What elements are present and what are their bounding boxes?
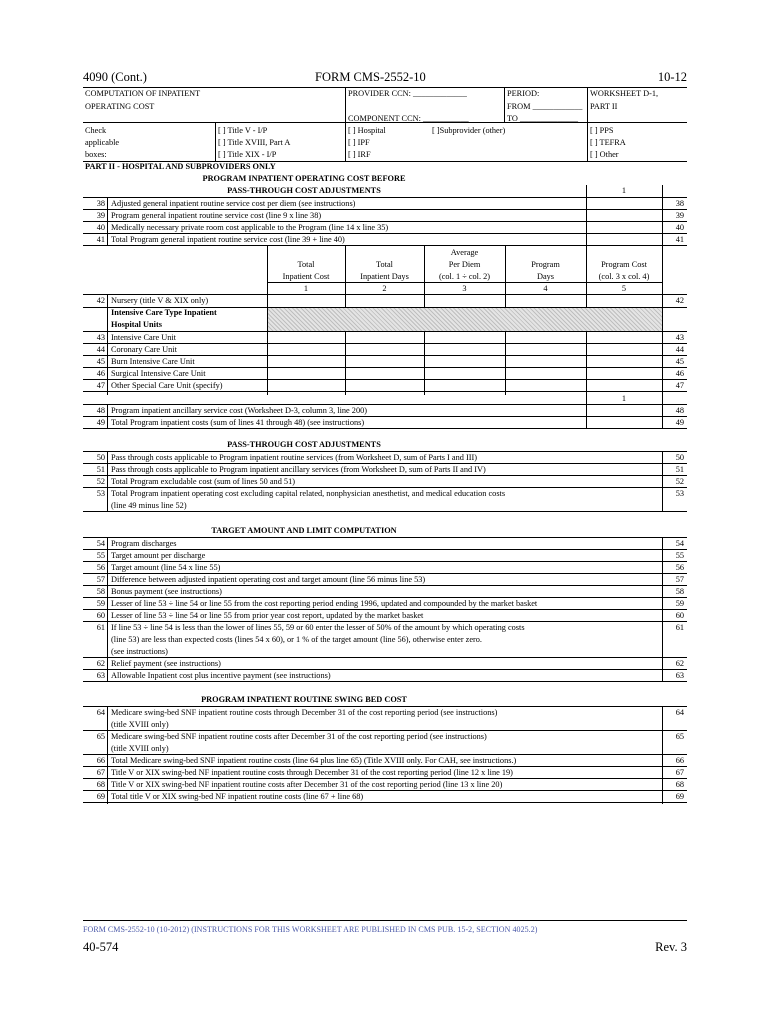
line-number-right: 64	[675, 708, 684, 717]
line-number: 40	[96, 223, 105, 232]
line-number-right: 58	[675, 587, 684, 596]
line-number: 51	[96, 465, 105, 474]
line-description: Coronary Care Unit	[111, 345, 177, 354]
line-number: 48	[96, 406, 105, 415]
other-checkbox[interactable]: [ ] Other	[590, 150, 619, 159]
line-number: 56	[96, 563, 105, 572]
divider	[83, 802, 687, 803]
line-number-right: 65	[675, 732, 684, 741]
line-number: 49	[96, 418, 105, 427]
col2-number: 2	[382, 284, 387, 293]
divider	[345, 87, 346, 122]
line-number-right: 54	[675, 539, 684, 548]
divider	[83, 681, 687, 682]
pps-checkbox[interactable]: [ ] PPS	[590, 126, 614, 135]
line-number-right: 41	[675, 235, 684, 244]
line-description: Allowable Inpatient cost plus incentive payment (see instructions)	[111, 671, 331, 680]
divider	[107, 451, 108, 511]
line-number-right: 67	[675, 768, 684, 777]
col1-number: 1	[303, 284, 309, 293]
form-number: FORM CMS-2552-10	[315, 70, 426, 84]
line-number: 43	[96, 333, 105, 342]
line-number: 45	[96, 357, 105, 366]
line-number: 64	[96, 708, 105, 717]
line-number: 57	[96, 575, 105, 584]
worksheet-part: PART II	[590, 102, 618, 111]
line-number-right: 48	[675, 406, 684, 415]
line-number: 60	[96, 611, 105, 620]
title-v-checkbox[interactable]: [ ] Title V - I/P	[218, 126, 268, 135]
line-description: Bonus payment (see instructions)	[111, 587, 222, 596]
col4-header-2: Days	[536, 272, 555, 281]
col2-header: Total	[376, 260, 393, 269]
line-description: Program inpatient ancillary service cost (Worksheet D-3, column 3, line 200)	[111, 406, 367, 415]
section-title: PROGRAM INPATIENT OPERATING COST BEFORE	[202, 174, 406, 183]
line-description: Total title V or XIX swing-bed NF inpatient routine costs (line 67 + line 68)	[111, 792, 364, 801]
check-label-2: applicable	[85, 138, 120, 147]
line-description: Relief payment (see instructions)	[111, 659, 221, 668]
line-number: 68	[96, 780, 105, 789]
check-label-3: boxes:	[85, 150, 107, 159]
section-title: PROGRAM INPATIENT ROUTINE SWING BED COST	[201, 695, 407, 704]
hospital-checkbox[interactable]: [ ] Hospital	[348, 126, 386, 135]
line-description: Surgical Intensive Care Unit	[111, 369, 206, 378]
line-number: 50	[96, 453, 105, 462]
col3-header: Average	[450, 248, 479, 257]
line-number-right: 44	[675, 345, 684, 354]
section-title: TARGET AMOUNT AND LIMIT COMPUTATION	[211, 526, 397, 535]
column-number: 1	[621, 186, 627, 195]
divider	[83, 245, 687, 246]
line-number-right: 55	[675, 551, 684, 560]
line-description: Title V or XIX swing-bed NF inpatient routine costs through December 31 of the cost reporting period (line 12 x line 19)	[111, 768, 513, 777]
divider	[662, 294, 663, 395]
title-xix-checkbox[interactable]: [ ] Title XIX - I/P	[218, 150, 277, 159]
line-number-right: 49	[675, 418, 684, 427]
line-number-right: 68	[675, 780, 684, 789]
line-number: 59	[96, 599, 105, 608]
line-description: Total Medicare swing-bed SNF inpatient routine costs (line 64 plus line 65) (Title XVIII only. For CAH, see instructions.)	[111, 756, 517, 765]
column-number: 1	[621, 394, 627, 403]
icu-heading: Intensive Care Type Inpatient	[111, 308, 217, 317]
form-date: 10-12	[657, 70, 687, 84]
line-description: Pass through costs applicable to Program inpatient routine services (from Worksheet D, sum of Parts I and III)	[111, 453, 478, 462]
line-number: 66	[96, 756, 105, 765]
divider	[83, 391, 687, 392]
line-description: Target amount per discharge	[111, 551, 206, 560]
line-number: 63	[96, 671, 105, 680]
line-number-right: 42	[675, 296, 684, 305]
line-number-right: 38	[675, 199, 684, 208]
divider	[345, 122, 346, 161]
line-description: Lesser of line 53 ÷ line 54 or line 55 from the cost reporting period ending 1996, updated and compounded by the market basket	[111, 599, 538, 608]
line-number: 44	[96, 345, 105, 354]
line-number: 61	[96, 623, 105, 632]
line-number: 42	[96, 296, 105, 305]
line-description: Adjusted general inpatient routine service cost per diem (see instructions)	[111, 199, 356, 208]
line-number-right: 61	[675, 623, 684, 632]
line-description: Lesser of line 53 ÷ line 54 or line 55 from prior year cost report, updated by the market basket	[111, 611, 424, 620]
line-description: Intensive Care Unit	[111, 333, 176, 342]
line-number-right: 52	[675, 477, 684, 486]
col3-number: 3	[462, 284, 467, 293]
subprovider-checkbox[interactable]: [ ]Subprovider (other)	[432, 126, 506, 135]
component-ccn-field[interactable]: COMPONENT CCN: ___________	[348, 114, 469, 123]
line-number: 41	[96, 235, 105, 244]
line-number-right: 57	[675, 575, 684, 584]
col2-header-2: Inpatient Days	[360, 272, 409, 281]
divider	[83, 511, 687, 512]
icu-heading-2: Hospital Units	[111, 320, 162, 329]
col4-number: 4	[543, 284, 548, 293]
line-description: Target amount (line 54 x line 55)	[111, 563, 221, 572]
line-description: Medically necessary private room cost applicable to the Program (line 14 x line 35)	[111, 223, 389, 232]
title-xviii-checkbox[interactable]: [ ] Title XVIII, Part A	[218, 138, 291, 147]
col5-header-2: (col. 3 x col. 4)	[598, 272, 650, 281]
line-number: 52	[96, 477, 105, 486]
line-description-continued: (title XVIII only)	[111, 744, 169, 753]
line-number-right: 51	[675, 465, 684, 474]
divider	[83, 920, 687, 921]
line-description-continued: (line 49 minus line 52)	[111, 501, 187, 510]
col4-header: Program	[531, 260, 560, 269]
tefra-checkbox[interactable]: [ ] TEFRA	[590, 138, 626, 147]
line-number: 62	[96, 659, 105, 668]
worksheet-title: COMPUTATION OF INPATIENT	[85, 89, 201, 98]
line-description-continued: (see instructions)	[111, 647, 168, 656]
line-number-right: 47	[675, 381, 684, 390]
col3-header-3: (col. 1 ÷ col. 2)	[438, 272, 491, 281]
line-number: 69	[96, 792, 105, 801]
line-description: Title V or XIX swing-bed NF inpatient routine costs after December 31 of the cost reporting period (line 13 x line 20)	[111, 780, 503, 789]
line-description: Difference between adjusted inpatient operating cost and target amount (line 56 minus line 53)	[111, 575, 426, 584]
line-number: 67	[96, 768, 105, 777]
section-title-2: PASS-THROUGH COST ADJUSTMENTS	[227, 186, 381, 195]
line-number: 54	[96, 539, 105, 548]
line-description: Pass through costs applicable to Program inpatient ancillary services (from Worksheet D, sum of Parts II and IV)	[111, 465, 486, 474]
line-description: Other Special Care Unit (specify)	[111, 381, 223, 390]
check-label: Check	[85, 126, 107, 135]
worksheet-id: WORKSHEET D-1,	[590, 89, 659, 98]
line-description: Total Program inpatient operating cost excluding capital related, nonphysician anesthetist, and medical education costs	[111, 489, 506, 498]
line-description: Total Program inpatient costs (sum of lines 41 through 48) (see instructions)	[111, 418, 365, 427]
provider-ccn-field[interactable]: PROVIDER CCN: _____________	[348, 89, 467, 98]
divider	[215, 122, 216, 161]
line-description: Medicare swing-bed SNF inpatient routine costs through December 31 of the cost reporting period (see instructions)	[111, 708, 498, 717]
line-number: 55	[96, 551, 105, 560]
col5-number: 5	[621, 284, 627, 293]
col3-header-2: Per Diem	[448, 260, 481, 269]
irf-checkbox[interactable]: [ ] IRF	[348, 150, 371, 159]
period-label: PERIOD:	[507, 89, 540, 98]
line-number: 47	[96, 381, 105, 390]
line-number-right: 40	[675, 223, 684, 232]
footer-note: FORM CMS-2552-10 (10-2012) (INSTRUCTIONS FOR THIS WORKSHEET ARE PUBLISHED IN CMS PUB. 15-2, SECTION 4025.2)	[83, 925, 538, 934]
section-number: 4090 (Cont.)	[83, 70, 147, 84]
part-title: PART II - HOSPITAL AND SUBPROVIDERS ONLY	[85, 162, 276, 171]
line-number-right: 43	[675, 333, 684, 342]
line-number: 39	[96, 211, 105, 220]
line-description: Nursery (title V & XIX only)	[111, 296, 209, 305]
divider	[83, 428, 687, 429]
divider	[504, 87, 505, 122]
line-number-right: 63	[675, 671, 684, 680]
period-to-field[interactable]: TO ______________	[507, 114, 579, 123]
line-number-right: 69	[675, 792, 684, 801]
line-number: 38	[96, 199, 105, 208]
line-number-right: 50	[675, 453, 684, 462]
revision: Rev. 3	[655, 940, 687, 954]
line-number-right: 66	[675, 756, 684, 765]
worksheet-title-2: OPERATING COST	[85, 102, 155, 111]
line-number: 53	[96, 489, 105, 498]
line-number: 58	[96, 587, 105, 596]
line-number-right: 53	[675, 489, 684, 498]
col1-header-2: Inpatient Cost	[282, 272, 330, 281]
line-number-right: 62	[675, 659, 684, 668]
divider	[587, 87, 588, 161]
line-description: Program discharges	[111, 539, 177, 548]
section-title: PASS-THROUGH COST ADJUSTMENTS	[227, 440, 381, 449]
line-number-right: 39	[675, 211, 684, 220]
line-number-right: 45	[675, 357, 684, 366]
col5-header: Program Cost	[601, 260, 647, 269]
divider	[267, 282, 662, 283]
page-number: 40-574	[83, 940, 119, 954]
line-number-right: 60	[675, 611, 684, 620]
line-number-right: 46	[675, 369, 684, 378]
page-header	[83, 70, 687, 88]
line-number: 65	[96, 732, 105, 741]
line-number-right: 59	[675, 599, 684, 608]
line-description: If line 53 ÷ line 54 is less than the lower of lines 55, 59 or 60 enter the lesser of 50% of the amount by which operating costs	[111, 623, 525, 632]
line-description-continued: (line 53) are less than expected costs (lines 54 x 60), or 1 % of the target amount (line 56), otherwise enter zero.	[111, 635, 483, 644]
ipf-checkbox[interactable]: [ ] IPF	[348, 138, 370, 147]
line-description: Medicare swing-bed SNF inpatient routine costs after December 31 of the cost reporting period (see instructions)	[111, 732, 487, 741]
line-description: Total Program excludable cost (sum of lines 50 and 51)	[111, 477, 295, 486]
line-description-continued: (title XVIII only)	[111, 720, 169, 729]
col1-header: Total	[297, 260, 315, 269]
line-number-right: 56	[675, 563, 684, 572]
line-number: 46	[96, 369, 105, 378]
line-description: Burn Intensive Care Unit	[111, 357, 195, 366]
shaded-cell	[268, 308, 662, 331]
line-description: Program general inpatient routine service cost (line 9 x line 38)	[111, 211, 322, 220]
period-from-field[interactable]: FROM ____________	[507, 102, 583, 111]
line-description: Total Program general inpatient routine service cost (line 39 + line 40)	[111, 235, 345, 244]
